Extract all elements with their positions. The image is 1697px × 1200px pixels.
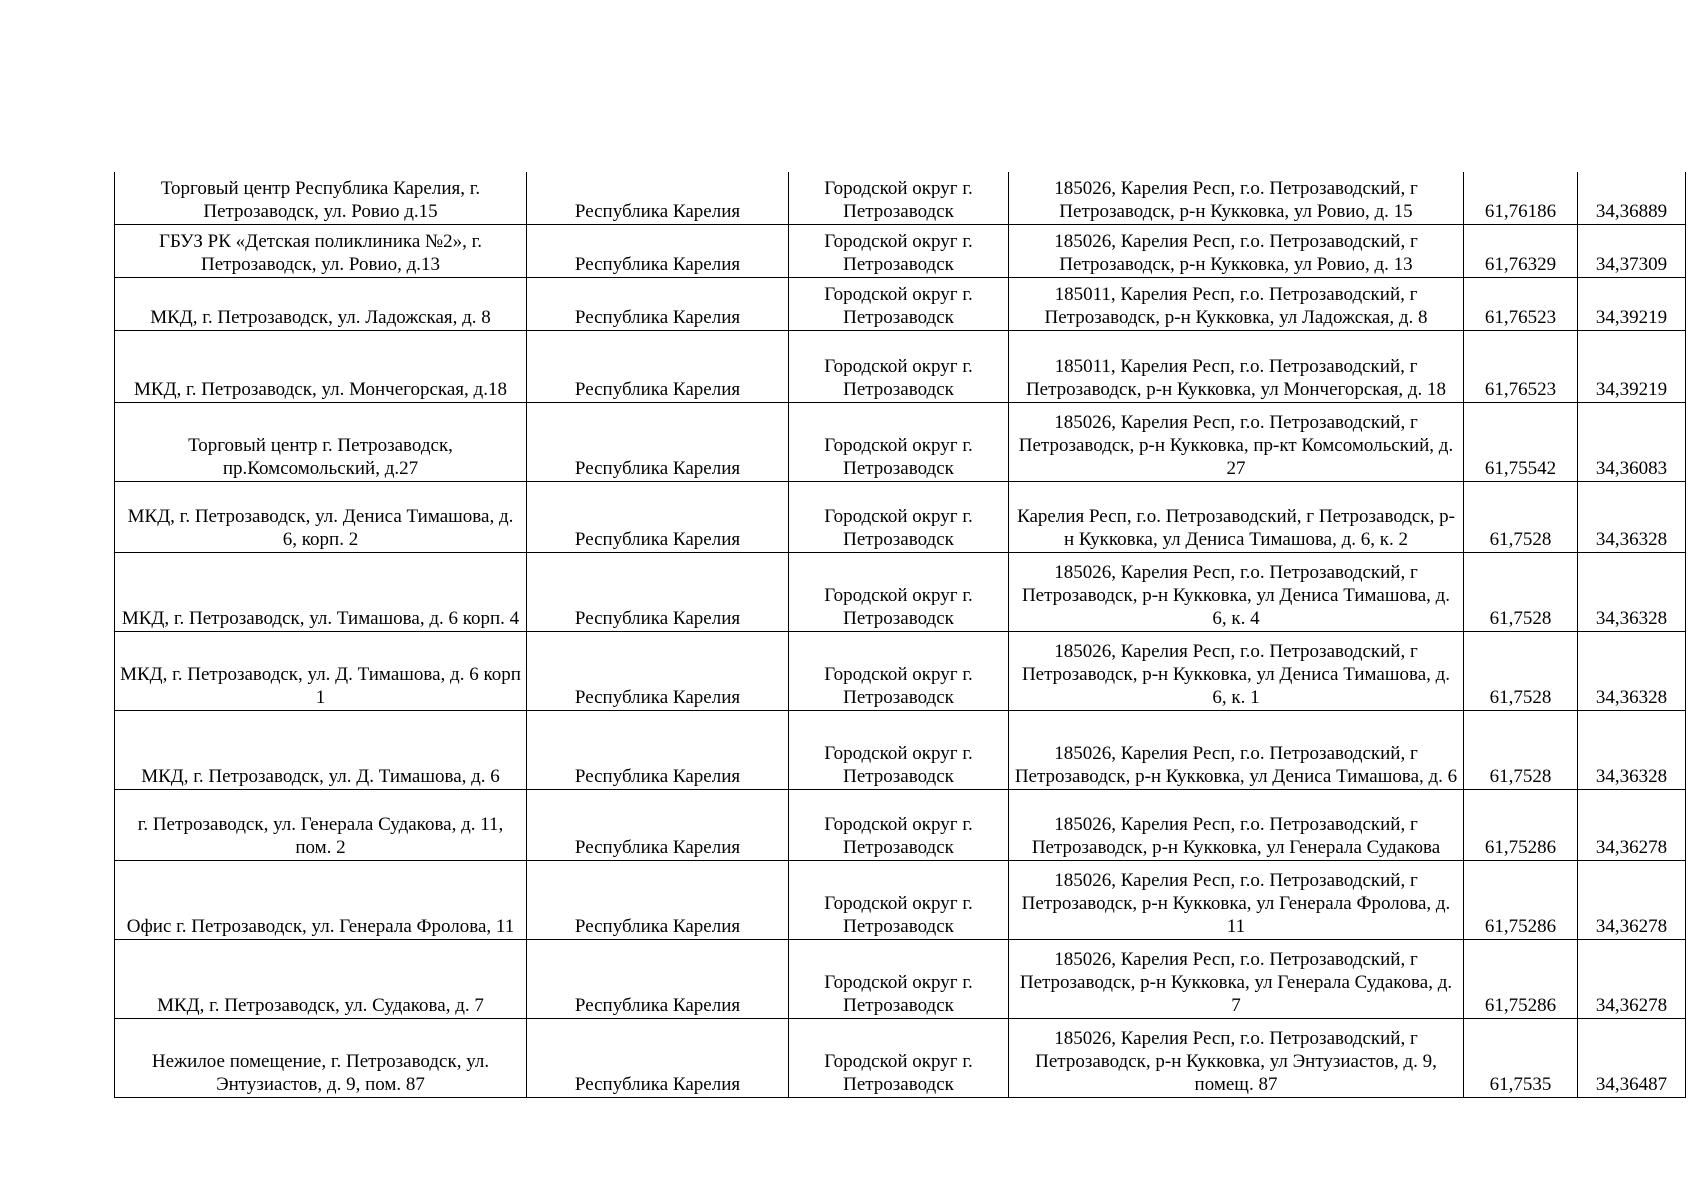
district-cell: Городской округ г. Петрозаводск bbox=[789, 172, 1009, 224]
address-cell: 185011, Карелия Респ, г.о. Петрозаводский, г Петрозаводск, р-н Кукковка, ул Ладожская, д. 8 bbox=[1009, 277, 1464, 330]
address-cell: 185026, Карелия Респ, г.о. Петрозаводский, г Петрозаводск, р-н Кукковка, ул Дениса Тимашова, д. 6, к. 4 bbox=[1009, 552, 1464, 631]
region-cell: Республика Карелия bbox=[527, 710, 789, 789]
name-cell: Торговый центр Республика Карелия, г. Петрозаводск, ул. Ровио д.15 bbox=[115, 172, 527, 224]
latitude-cell: 61,7528 bbox=[1464, 710, 1578, 789]
region-cell: Республика Карелия bbox=[527, 277, 789, 330]
name-cell: Офис г. Петрозаводск, ул. Генерала Фролова, 11 bbox=[115, 860, 527, 939]
locations-table-body bbox=[115, 172, 1686, 1097]
latitude-cell: 61,7535 bbox=[1464, 1018, 1578, 1097]
region-cell: Республика Карелия bbox=[527, 481, 789, 552]
address-cell: 185026, Карелия Респ, г.о. Петрозаводский, г Петрозаводск, р-н Кукковка, ул Ровио, д. 13 bbox=[1009, 224, 1464, 277]
latitude-cell: 61,76329 bbox=[1464, 224, 1578, 277]
region-cell: Республика Карелия bbox=[527, 552, 789, 631]
table-row bbox=[115, 710, 1686, 789]
address-cell: 185026, Карелия Респ, г.о. Петрозаводский, г Петрозаводск, р-н Кукковка, ул Дениса Тимашова, д. 6, к. 1 bbox=[1009, 631, 1464, 710]
table-row bbox=[115, 330, 1686, 402]
region-cell: Республика Карелия bbox=[527, 402, 789, 481]
name-cell: МКД, г. Петрозаводск, ул. Тимашова, д. 6 корп. 4 bbox=[115, 552, 527, 631]
name-cell: МКД, г. Петрозаводск, ул. Ладожская, д. 8 bbox=[115, 277, 527, 330]
name-cell: МКД, г. Петрозаводск, ул. Дениса Тимашова, д. 6, корп. 2 bbox=[115, 481, 527, 552]
latitude-cell: 61,76523 bbox=[1464, 330, 1578, 402]
district-cell: Городской округ г. Петрозаводск bbox=[789, 789, 1009, 860]
region-cell: Республика Карелия bbox=[527, 330, 789, 402]
latitude-cell: 61,7528 bbox=[1464, 631, 1578, 710]
district-cell: Городской округ г. Петрозаводск bbox=[789, 330, 1009, 402]
latitude-cell: 61,75286 bbox=[1464, 789, 1578, 860]
longitude-cell: 34,37309 bbox=[1578, 224, 1686, 277]
name-cell: МКД, г. Петрозаводск, ул. Мончегорская, д.18 bbox=[115, 330, 527, 402]
district-cell: Городской округ г. Петрозаводск bbox=[789, 224, 1009, 277]
district-cell: Городской округ г. Петрозаводск bbox=[789, 402, 1009, 481]
latitude-cell: 61,75286 bbox=[1464, 939, 1578, 1018]
longitude-cell: 34,36328 bbox=[1578, 481, 1686, 552]
district-cell: Городской округ г. Петрозаводск bbox=[789, 1018, 1009, 1097]
latitude-cell: 61,75542 bbox=[1464, 402, 1578, 481]
name-cell: ГБУЗ РК «Детская поликлиника №2», г. Петрозаводск, ул. Ровио, д.13 bbox=[115, 224, 527, 277]
longitude-cell: 34,36278 bbox=[1578, 939, 1686, 1018]
longitude-cell: 34,36889 bbox=[1578, 172, 1686, 224]
address-cell: 185026, Карелия Респ, г.о. Петрозаводский, г Петрозаводск, р-н Кукковка, ул Генерала Судакова, д. 7 bbox=[1009, 939, 1464, 1018]
name-cell: МКД, г. Петрозаводск, ул. Судакова, д. 7 bbox=[115, 939, 527, 1018]
table-row bbox=[115, 277, 1686, 330]
address-cell: 185026, Карелия Респ, г.о. Петрозаводский, г Петрозаводск, р-н Кукковка, ул Энтузиастов, д. 9, помещ. 87 bbox=[1009, 1018, 1464, 1097]
table-row bbox=[115, 552, 1686, 631]
district-cell: Городской округ г. Петрозаводск bbox=[789, 277, 1009, 330]
latitude-cell: 61,75286 bbox=[1464, 860, 1578, 939]
district-cell: Городской округ г. Петрозаводск bbox=[789, 939, 1009, 1018]
longitude-cell: 34,39219 bbox=[1578, 277, 1686, 330]
district-cell: Городской округ г. Петрозаводск bbox=[789, 710, 1009, 789]
longitude-cell: 34,36328 bbox=[1578, 710, 1686, 789]
region-cell: Республика Карелия bbox=[527, 631, 789, 710]
locations-table bbox=[114, 172, 1686, 1098]
table-row bbox=[115, 481, 1686, 552]
name-cell: Нежилое помещение, г. Петрозаводск, ул. Энтузиастов, д. 9, пом. 87 bbox=[115, 1018, 527, 1097]
name-cell: МКД, г. Петрозаводск, ул. Д. Тимашова, д. 6 корп 1 bbox=[115, 631, 527, 710]
table-row bbox=[115, 789, 1686, 860]
latitude-cell: 61,76523 bbox=[1464, 277, 1578, 330]
table-row bbox=[115, 939, 1686, 1018]
name-cell: МКД, г. Петрозаводск, ул. Д. Тимашова, д. 6 bbox=[115, 710, 527, 789]
region-cell: Республика Карелия bbox=[527, 172, 789, 224]
longitude-cell: 34,36487 bbox=[1578, 1018, 1686, 1097]
name-cell: Торговый центр г. Петрозаводск, пр.Комсомольский, д.27 bbox=[115, 402, 527, 481]
district-cell: Городской округ г. Петрозаводск bbox=[789, 860, 1009, 939]
district-cell: Городской округ г. Петрозаводск bbox=[789, 481, 1009, 552]
latitude-cell: 61,76186 bbox=[1464, 172, 1578, 224]
longitude-cell: 34,39219 bbox=[1578, 330, 1686, 402]
region-cell: Республика Карелия bbox=[527, 1018, 789, 1097]
region-cell: Республика Карелия bbox=[527, 789, 789, 860]
longitude-cell: 34,36278 bbox=[1578, 860, 1686, 939]
address-cell: 185026, Карелия Респ, г.о. Петрозаводский, г Петрозаводск, р-н Кукковка, ул Дениса Тимашова, д. 6 bbox=[1009, 710, 1464, 789]
longitude-cell: 34,36328 bbox=[1578, 552, 1686, 631]
document-page bbox=[114, 172, 1685, 1098]
longitude-cell: 34,36083 bbox=[1578, 402, 1686, 481]
name-cell: г. Петрозаводск, ул. Генерала Судакова, д. 11, пом. 2 bbox=[115, 789, 527, 860]
region-cell: Республика Карелия bbox=[527, 224, 789, 277]
address-cell: Карелия Респ, г.о. Петрозаводский, г Петрозаводск, р-н Кукковка, ул Дениса Тимашова, д. 6, к. 2 bbox=[1009, 481, 1464, 552]
address-cell: 185026, Карелия Респ, г.о. Петрозаводский, г Петрозаводск, р-н Кукковка, ул Генерала Судакова bbox=[1009, 789, 1464, 860]
table-row bbox=[115, 1018, 1686, 1097]
district-cell: Городской округ г. Петрозаводск bbox=[789, 631, 1009, 710]
table-row bbox=[115, 860, 1686, 939]
longitude-cell: 34,36278 bbox=[1578, 789, 1686, 860]
longitude-cell: 34,36328 bbox=[1578, 631, 1686, 710]
address-cell: 185011, Карелия Респ, г.о. Петрозаводский, г Петрозаводск, р-н Кукковка, ул Мончегорская, д. 18 bbox=[1009, 330, 1464, 402]
region-cell: Республика Карелия bbox=[527, 860, 789, 939]
table-row bbox=[115, 172, 1686, 224]
address-cell: 185026, Карелия Респ, г.о. Петрозаводский, г Петрозаводск, р-н Кукковка, ул Ровио, д. 15 bbox=[1009, 172, 1464, 224]
district-cell: Городской округ г. Петрозаводск bbox=[789, 552, 1009, 631]
region-cell: Республика Карелия bbox=[527, 939, 789, 1018]
latitude-cell: 61,7528 bbox=[1464, 481, 1578, 552]
table-row bbox=[115, 224, 1686, 277]
latitude-cell: 61,7528 bbox=[1464, 552, 1578, 631]
address-cell: 185026, Карелия Респ, г.о. Петрозаводский, г Петрозаводск, р-н Кукковка, ул Генерала Фролова, д. 11 bbox=[1009, 860, 1464, 939]
table-row bbox=[115, 631, 1686, 710]
table-row bbox=[115, 402, 1686, 481]
address-cell: 185026, Карелия Респ, г.о. Петрозаводский, г Петрозаводск, р-н Кукковка, пр-кт Комсомольский, д. 27 bbox=[1009, 402, 1464, 481]
